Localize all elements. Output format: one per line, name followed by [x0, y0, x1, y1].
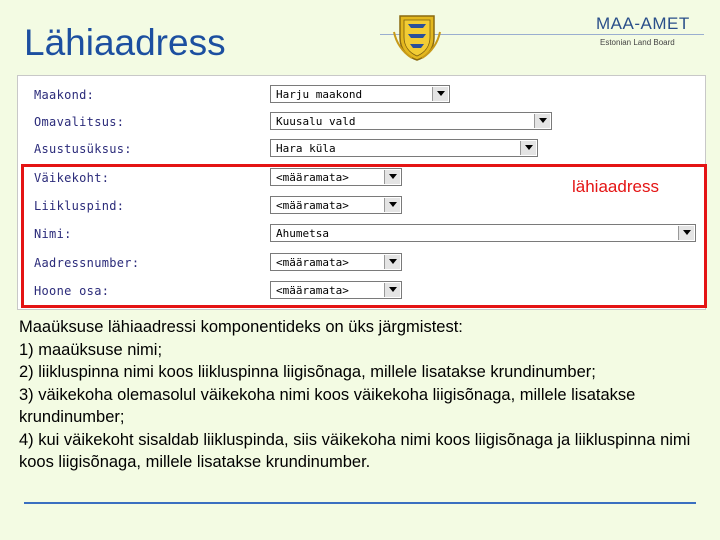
traffic-area-select[interactable]: [270, 196, 402, 214]
description-line: 3) väikekoha olemasolul väikekoha nimi koos väikekoha liigisõnaga, millele lisatakse krundinumber;: [19, 385, 636, 426]
description-line: 2) liikluspinna nimi koos liikluspinna liigisõnaga, millele lisatakse krundinumber;: [19, 363, 596, 381]
field-label-address-number: Aadressnumber:: [34, 256, 140, 270]
settlement-select-value: Hara küla: [276, 142, 336, 155]
agency-subtitle: Estonian Land Board: [600, 38, 675, 47]
small-place-select[interactable]: [270, 168, 402, 186]
field-label-county: Maakond:: [34, 88, 95, 102]
field-label-small-place: Väikekoht:: [34, 171, 110, 185]
form-row-settlement: [18, 136, 705, 162]
description-line: 1) maaüksuse nimi;: [19, 340, 163, 359]
address-number-select-value: <määramata>: [276, 256, 349, 269]
form-row-name: [18, 221, 705, 247]
form-row-building-part: [18, 278, 705, 304]
traffic-area-select-value: <määramata>: [276, 199, 349, 212]
chevron-down-icon[interactable]: [534, 114, 550, 128]
field-label-settlement: Asustusüksus:: [34, 142, 132, 156]
highlight-label: lähiaadress: [572, 177, 659, 196]
agency-name: MAA-AMET: [596, 14, 690, 33]
building-part-select[interactable]: [270, 281, 402, 299]
description-line: 4) kui väikekoht sisaldab liikluspinda, siis väikekoha nimi koos liigisõnaga ja liikluspinna nimi koos liigisõnaga, millele lisatakse krundinumber.: [19, 430, 691, 471]
building-part-select-value: <määramata>: [276, 284, 349, 297]
chevron-down-icon[interactable]: [520, 141, 536, 155]
field-label-building-part: Hoone osa:: [34, 284, 110, 298]
footer-divider: [24, 502, 696, 504]
chevron-down-icon[interactable]: [432, 87, 448, 101]
county-select-value: Harju maakond: [276, 88, 363, 101]
settlement-select[interactable]: [270, 139, 538, 157]
chevron-down-icon[interactable]: [384, 170, 400, 184]
chevron-down-icon[interactable]: [384, 283, 400, 297]
description-text: [19, 316, 699, 474]
small-place-select-value: <määramata>: [276, 171, 349, 184]
chevron-down-icon[interactable]: [678, 226, 694, 240]
municipality-select[interactable]: [270, 112, 552, 130]
description-line: Maaüksuse lähiaadressi komponentideks on üks järgmistest:: [19, 318, 463, 336]
coat-of-arms-icon: [392, 12, 442, 62]
name-select[interactable]: [270, 224, 696, 242]
municipality-select-value: Kuusalu vald: [276, 115, 356, 128]
form-row-address-number: [18, 250, 705, 276]
field-label-traffic-area: Liikluspind:: [34, 199, 125, 213]
form-row-municipality: [18, 109, 705, 135]
chevron-down-icon[interactable]: [384, 255, 400, 269]
name-select-value: Ahumetsa: [276, 227, 329, 240]
chevron-down-icon[interactable]: [384, 198, 400, 212]
field-label-municipality: Omavalitsus:: [34, 115, 125, 129]
form-row-county: [18, 82, 705, 108]
field-label-name: Nimi:: [34, 227, 72, 241]
county-select[interactable]: [270, 85, 450, 103]
address-number-select[interactable]: [270, 253, 402, 271]
page-title: Lähiaadress: [24, 22, 226, 63]
